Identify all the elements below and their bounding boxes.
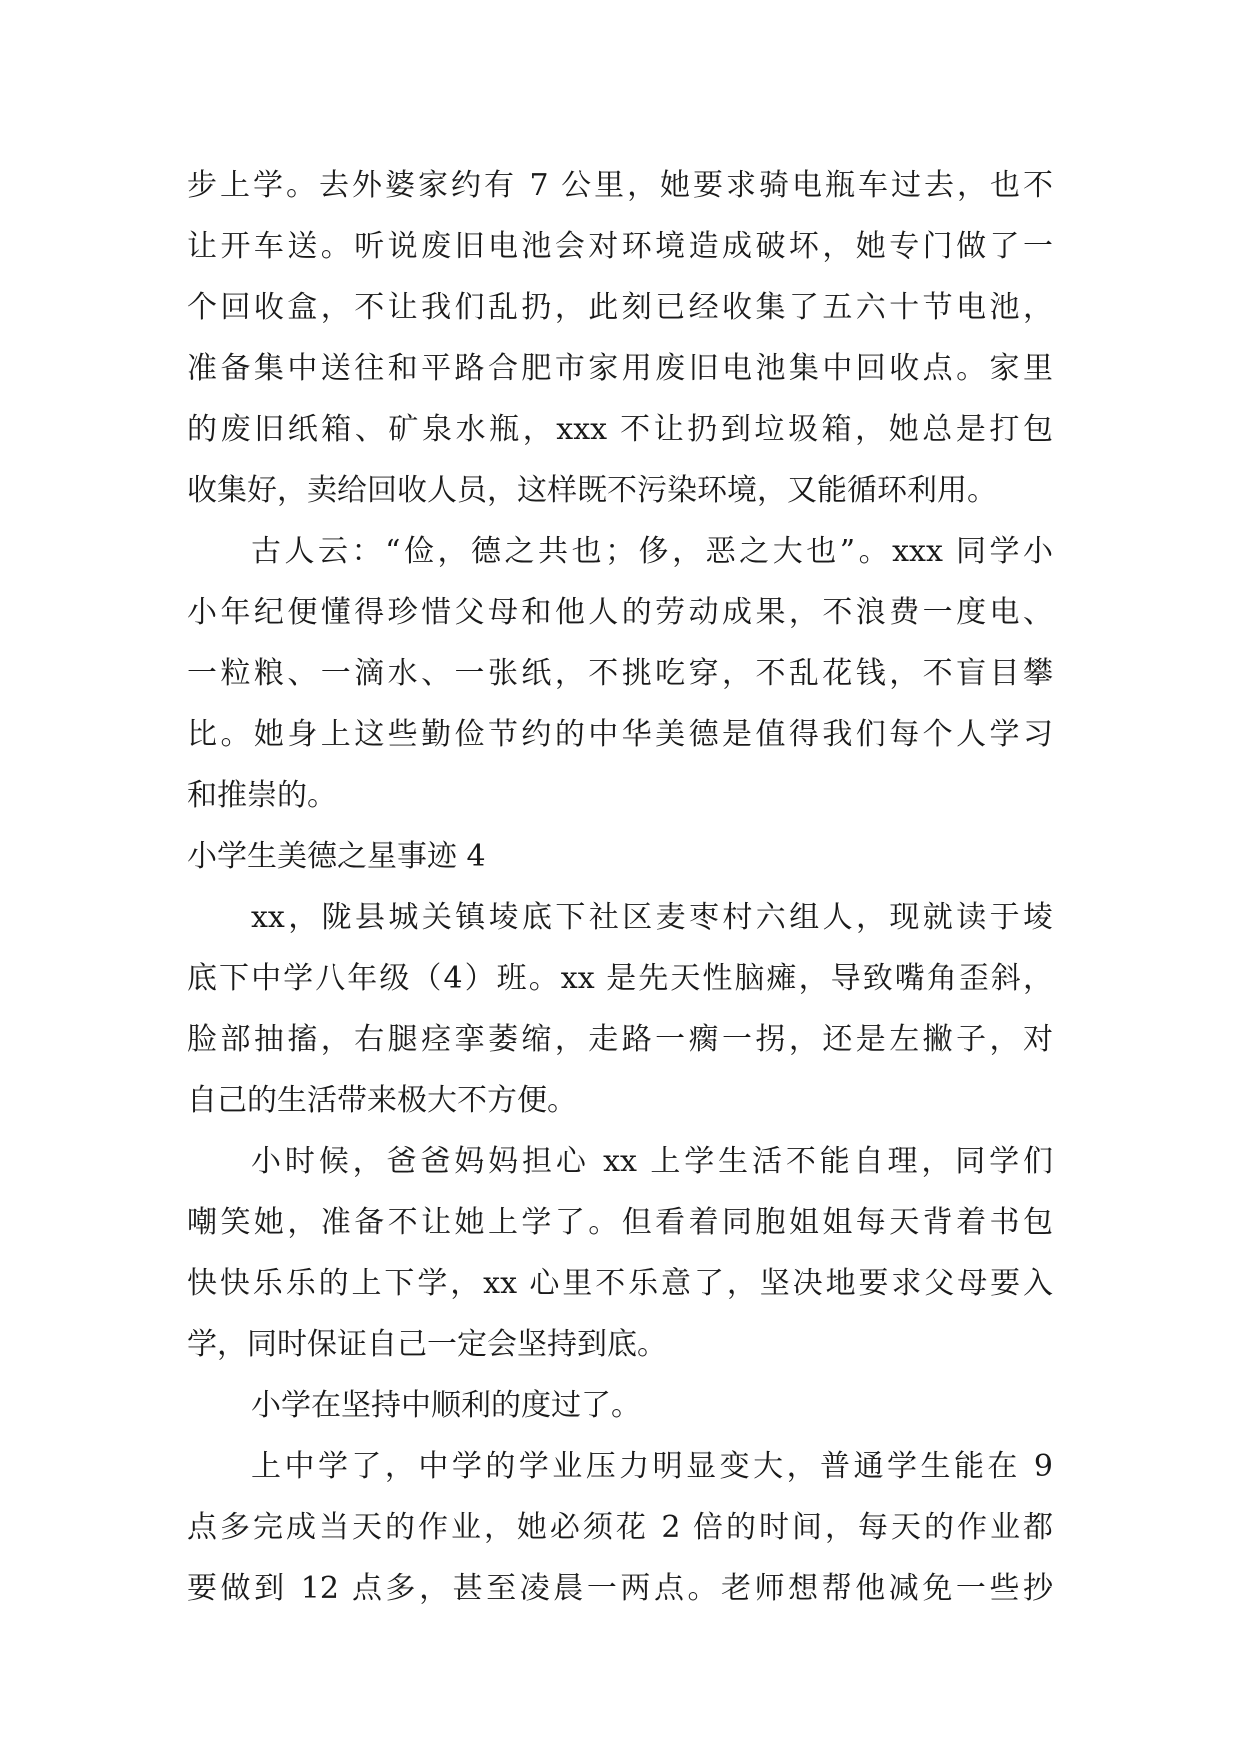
- text-line: 比。她身上这些勤俭节约的中华美德是值得我们每个人学习: [187, 717, 1053, 752]
- text-line: 让开车送。听说废旧电池会对环境造成破坏，她专门做了一: [187, 229, 1053, 264]
- text-line: 一粒粮、一滴水、一张纸，不挑吃穿，不乱花钱，不盲目攀: [187, 656, 1053, 691]
- text-line: 收集好，卖给回收人员，这样既不污染环境，又能循环利用。: [187, 473, 997, 508]
- text-line: 自己的生活带来极大不方便。: [187, 1083, 577, 1118]
- text-line: 准备集中送往和平路合肥市家用废旧电池集中回收点。家里: [187, 351, 1053, 386]
- text-line: 嘲笑她，准备不让她上学了。但看着同胞姐姐每天背着书包: [187, 1205, 1053, 1240]
- section-heading: 小学生美德之星事迹 4: [187, 839, 486, 874]
- text-line: 小时候，爸爸妈妈担心 xx 上学生活不能自理，同学们: [251, 1144, 1053, 1179]
- text-line: 上中学了，中学的学业压力明显变大，普通学生能在 9: [251, 1449, 1053, 1484]
- text-line: 要做到 12 点多，甚至凌晨一两点。老师想帮他减免一些抄: [187, 1571, 1053, 1606]
- text-line: 古人云：“俭，德之共也；侈，恶之大也”。xxx 同学小: [251, 534, 1053, 569]
- document-body: [187, 155, 1053, 1619]
- text-line: 个回收盒，不让我们乱扔，此刻已经收集了五六十节电池，: [187, 290, 1053, 325]
- text-line: 点多完成当天的作业，她必须花 2 倍的时间，每天的作业都: [187, 1510, 1053, 1545]
- text-line: 小年纪便懂得珍惜父母和他人的劳动成果，不浪费一度电、: [187, 595, 1053, 630]
- text-line: 步上学。去外婆家约有 7 公里，她要求骑电瓶车过去，也不: [187, 168, 1053, 203]
- text-line: 快快乐乐的上下学，xx 心里不乐意了，坚决地要求父母要入: [187, 1266, 1053, 1301]
- text-line: 的废旧纸箱、矿泉水瓶，xxx 不让扔到垃圾箱，她总是打包: [187, 412, 1053, 447]
- text-line: 脸部抽搐，右腿痉挛萎缩，走路一瘸一拐，还是左撇子，对: [187, 1022, 1053, 1057]
- text-line: 底下中学八年级（4）班。xx 是先天性脑瘫，导致嘴角歪斜，: [187, 961, 1053, 996]
- text-line: 学，同时保证自己一定会坚持到底。: [187, 1327, 667, 1362]
- text-line: 小学在坚持中顺利的度过了。: [251, 1388, 641, 1423]
- text-line: 和推崇的。: [187, 778, 337, 813]
- text-line: xx，陇县城关镇堎底下社区麦枣村六组人，现就读于堎: [251, 900, 1053, 935]
